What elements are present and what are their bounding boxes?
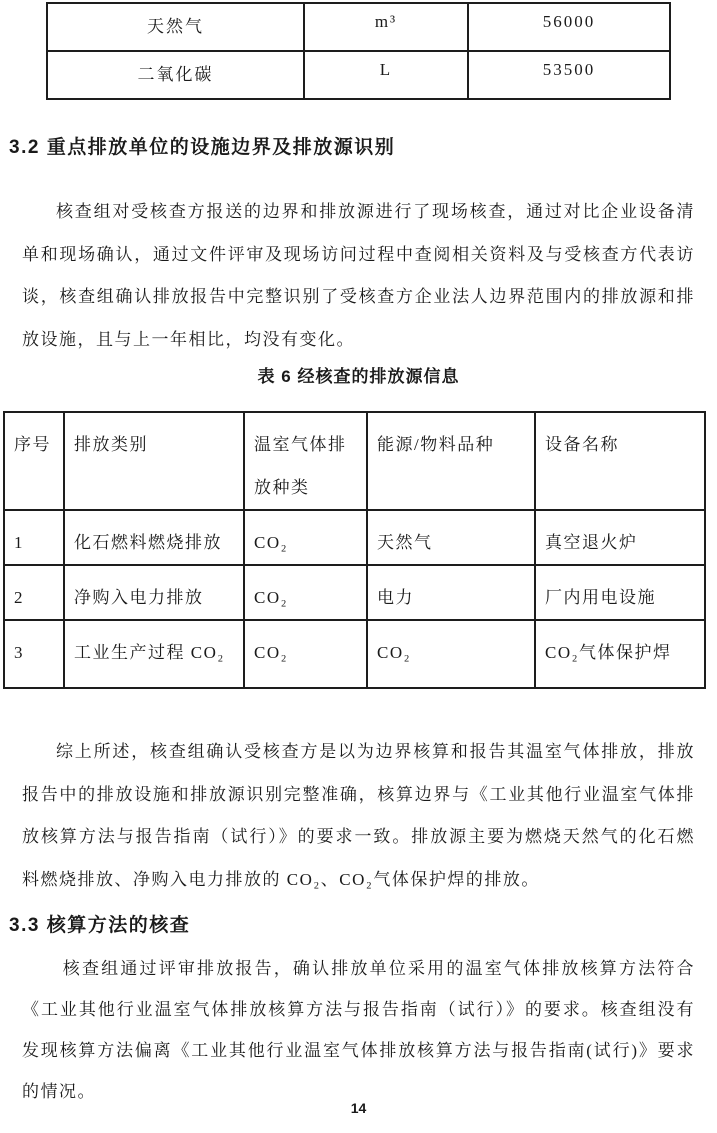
col-header-energy-material: 能源/物料品种 <box>367 412 535 510</box>
table-row <box>4 565 705 620</box>
ghg-type-cell: CO₂ <box>244 565 367 620</box>
category-cell: 工业生产过程 CO₂ <box>64 620 244 688</box>
col-header-category: 排放类别 <box>64 412 244 510</box>
category-cell: 净购入电力排放 <box>64 565 244 620</box>
ghg-type-cell: CO₂ <box>244 510 367 565</box>
ghg-type-cell: CO₂ <box>244 620 367 688</box>
col-header-ghg-type: 温室气体排放种类 <box>244 412 367 510</box>
section-3-3-paragraph: 核查组通过评审排放报告，确认排放单位采用的温室气体排放核算方法符合《工业其他行业温室气体排放核算方法与报告指南（试行）》的要求。核查组没有发现核算方法偏离《工业其他行业温室气体排放核算方法与报告指南(试行)》要求的情况。 <box>22 959 695 1101</box>
table-header-row <box>4 412 705 510</box>
index-cell: 3 <box>4 620 64 688</box>
unit-cell: m³ <box>304 3 468 51</box>
value-cell: 56000 <box>468 3 670 51</box>
table-row <box>47 51 670 99</box>
energy-material-cell: CO₂ <box>367 620 535 688</box>
equipment-cell: 厂内用电设施 <box>535 565 705 620</box>
energy-material-cell: 天然气 <box>367 510 535 565</box>
value-cell: 53500 <box>468 51 670 99</box>
page-number: 14 <box>350 1100 367 1116</box>
table-row <box>4 510 705 565</box>
col-header-index: 序号 <box>4 412 64 510</box>
col-header-equipment: 设备名称 <box>535 412 705 510</box>
table-6-summary-paragraph: 综上所述，核查组确认受核查方是以为边界核算和报告其温室气体排放，排放报告中的排放设施和排放源识别完整准确，核算边界与《工业其他行业温室气体排放核算方法与报告指南（试行）》的要求一致。排放源主要为燃烧天然气的化石燃料燃烧排放、净购入电力排放的 CO₂、CO₂气体保护焊的排放。 <box>22 742 695 889</box>
section-3-3-heading: 3.3 核算方法的核查 <box>9 915 191 936</box>
category-cell: 化石燃料燃烧排放 <box>64 510 244 565</box>
energy-material-cell: 电力 <box>367 565 535 620</box>
equipment-cell: 真空退火炉 <box>535 510 705 565</box>
unit-cell: L <box>304 51 468 99</box>
table-6-caption: 表 6 经核查的排放源信息 <box>257 367 460 386</box>
equipment-cell: CO₂气体保护焊 <box>535 620 705 688</box>
material-name-cell: 二氧化碳 <box>47 51 304 99</box>
table-row <box>47 3 670 51</box>
material-name-cell: 天然气 <box>47 3 304 51</box>
index-cell: 2 <box>4 565 64 620</box>
emission-source-table <box>3 411 706 689</box>
table-row <box>4 620 705 688</box>
index-cell: 1 <box>4 510 64 565</box>
section-3-2-heading: 3.2 重点排放单位的设施边界及排放源识别 <box>9 137 396 158</box>
consumption-table <box>46 2 671 100</box>
section-3-2-paragraph: 核查组对受核查方报送的边界和排放源进行了现场核查，通过对比企业设备清单和现场确认，通过文件评审及现场访问过程中查阅相关资料及与受核查方代表访谈，核查组确认排放报告中完整识别了受核查方企业法人边界范围内的排放源和排放设施，且与上一年相比，均没有变化。 <box>22 202 695 349</box>
